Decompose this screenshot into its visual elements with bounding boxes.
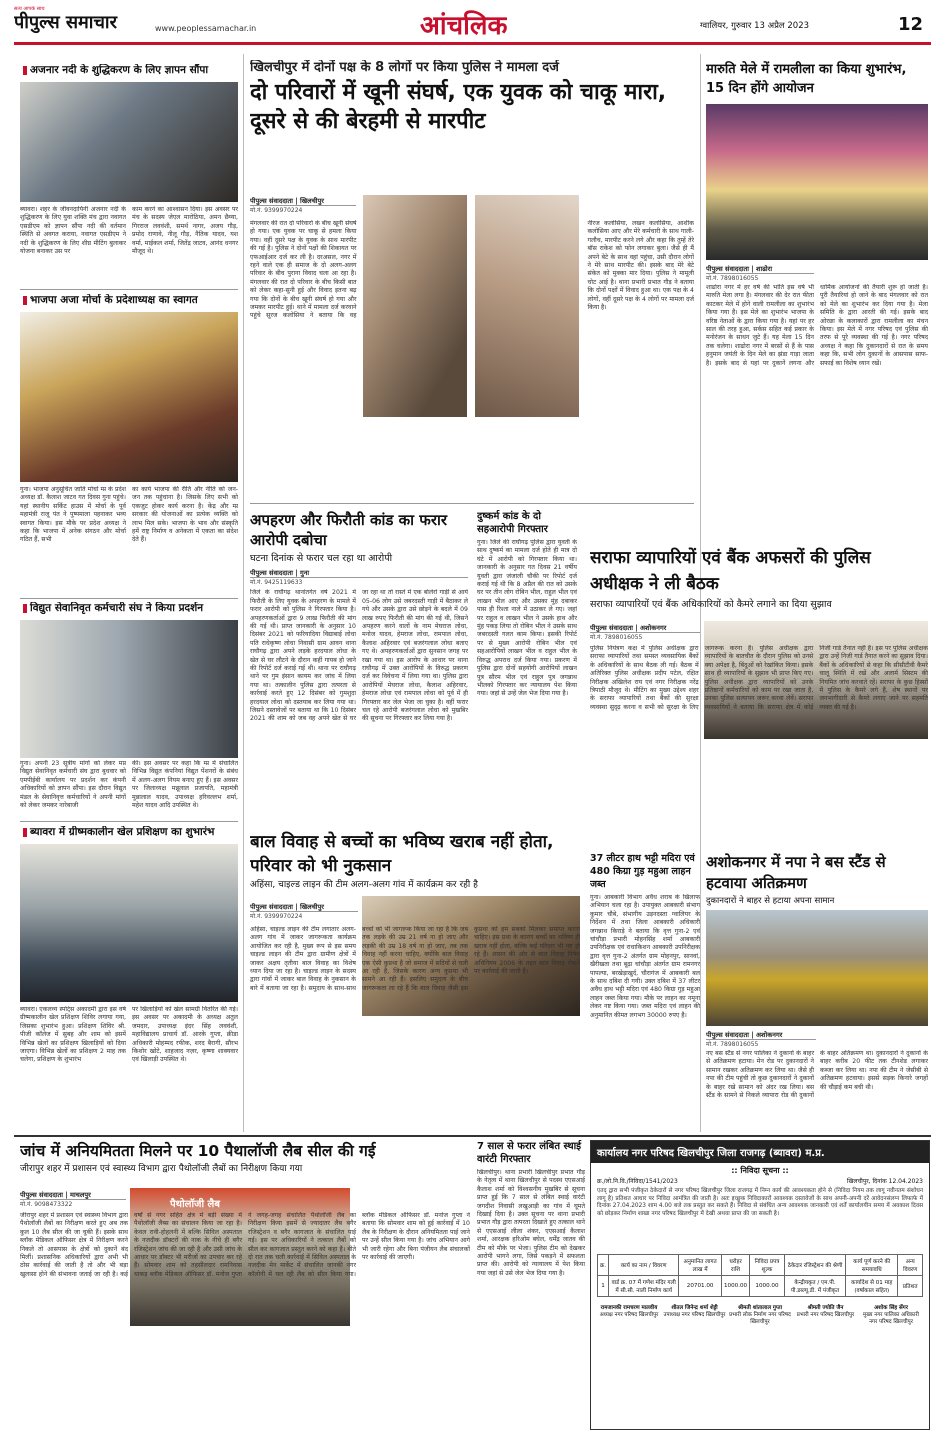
section-title: आंचलिक [420, 11, 508, 41]
story-warrantee-arrest [477, 1140, 585, 1430]
signatory-name: श्रीमती शांतालाल गुप्ता [737, 1305, 783, 1311]
table-header-cell: क्र. [598, 1255, 609, 1276]
story-bullion-meeting: सराफा व्यापारियों एवं बैंक अफसरों की पुलिस अधीक्षक ने ली बैठक सराफा व्यापारियों एवं बैंक अधिकारियों को कैमरे लगाने का दिया सुझाव पीपुल्स संवाददाता | अशोकनगर मो.नं. 7898016055 पुलिस नियंत्रण कक्ष में पुलिस अधीक्षक द्वारा सराफा व्यापारियों तथा समस्त व्यवसायिक बैंकों के अधिकारियों के साथ बैठक ली गई। बैठक में अतिरिक्त पुलिस अधीक्षक प्रदीप पटेल, रक्षित निरीक्षक अखिलेश राय एवं नगर निरीक्षक नरेंद्र त्रिपाठी मौजूद थे। मीटिंग का मुख्य उद्देश्य शहर के सराफा व्यापारियों तथा बैंकों की सुरक्षा व्यवस्था सुदृढ़ करना व सभी को सुरक्षा के लिए जागरूक करना है। पुलिस अधीक्षक द्वारा व्यापारियों के बातचीत के दौरान पुलिस को उनसे क्या अपेक्षा है, बिंदुओं को रेखांकित किया। इसके साथ ही व्यापारियों के सुझाव भी प्राप्त किए गए। पुलिस अधीक्षक द्वारा व्यापारियों को उनके प्रतिष्ठानों कर्मचारियों को काम पर रखा जाता है, उनका पुलिस सत्यापन जरूर करवा लेवें। सराफा व्यवसायियों ने बताया कि सराफा क्षेत्र में कोई निजी गार्ड तैनात नहीं है। इस पर पुलिस अधीक्षक द्वारा उन्हें निजी गार्ड तैनात करने का सुझाव दिया। बैंकों के अधिकारियों से कहा कि सीसीटीवी कैमरे चालू स्थिति में रखें और अलार्म सिस्टम की नियमित जांच करवाते रहें। सराफा के कुछ हिस्सों में पुलिस के कैमरे लगे हैं, शेष स्थानों पर जनभागीदारी से कैमरे लगाए जाने पर सहमति व्यक्त की गई है। [590, 545, 928, 845]
story-body: गुना। भाजपा अनुसूचित जाति मोर्चा म्प्र के प्रदेश अध्यक्ष डॉ. कैलाश जाटव गत दिवस गुना पहुंचे। यहां स्थानीय सर्किट हाउस में मोर्चा के पूर्व महामंत्री राजू पंत ने पुष्पमाला पहनाकर भव्य स्वागत किया। इस मौके पर प्रदेश अध्यक्ष ने कहा कि भाजपा में अनेक संगठन और मोर्चा गठित हैं, सभी [20, 486, 126, 544]
brand-name: पीपुल्स समाचार [14, 12, 117, 33]
brand-logo [14, 6, 154, 40]
story-bloody-clash [250, 60, 694, 500]
story-bjp-welcome [20, 294, 238, 594]
notice-body: एतद् द्वारा सभी पंजीकृत ठेकेदारों से नगर परिषद खिलचीपुर जिला राजगढ़ में निम्न कार्य की आवश्यकता होने से (निविदा नियम तक लागू नवीनतम संशोधन लागू है) प्रतिशत आधार पर निविदा आमंत्रित की जाती है। अतः इच्छुक निविदाकारों आवश्यक दस्तावेजों के साथ अपनी-अपनी दरें आवेदनसंलग्न लिफाफे में दिनांक 27.04.2023 शाम 4.00 बजे तक प्रस्तुत कर सकते हैं। निविदा से संबंधित अन्य आवश्यक जानकारी एवं शर्तें कार्यालयीन समय में अवकाश दिवस को छोड़कर निर्माण शाखा नगर परिषद खिलचीपुर में देखी अथवा प्राप्त की जा सकती है। [597, 1188, 923, 1217]
masthead-rule [14, 42, 931, 45]
story-child-marriage: बाल विवाह से बच्चों का भविष्य खराब नहीं होता, परिवार को भी नुकसान अहिंसा, चाइल्ड लाइन की टीम अलग-अलग गांव में कार्यक्रम कर रही है पीपुल्स संवाददाता | खिलचीपुर मो.नं. 9399970224 अहिंसा, चाइल्ड लाइन की टीम लगातार अलग-अलग गांव में जाकर जागरूकता कार्यक्रम आयोजित कर रही है, मुख्य रूप से इस समय चाइल्ड लाइन की टीम द्वारा ग्रामीण क्षेत्रों में जाकर अक्षय तृतीया बाल विवाह का विशेष ध्यान दिया जा रहा है। चाइल्ड लाइन के सदस्य द्वारा गांवों में जाकर बाल विवाह के नुकसान के बारे में बताया जा रहा है। समुदाय के साथ-साथ बच्चों को भी जागरूक किया जा रहा है कि जब तक लड़के की उम्र 21 वर्ष ना हो जाए और लड़की की उम्र 18 वर्ष ना हो जाए, तब तक विवाह नहीं करना चाहिए, क्योंकि बाल विवाह एक ऐसी कुप्रथा है जो समाज में सदियों से चली आ रही है, जिसके कारण अन्य कुप्रथा भी सामने आ रही हैं। इसलिए समुदाय के बीच जागरूकता ला रहे हैं कि बाल विवाह जैसी इस कुप्रथा को हम सबको मिलकर समाप्त करना चाहिए। इस प्रथा के कारण बच्चों का भविष्य ही खराब नहीं होता, बल्कि कई परिवार भी नष्ट हो रहे हैं। शासन की ओर से बाल विवाह निषेध अधिनियम 2006 के तहत बाल विवाह रोकने पर कार्रवाई की जाती है। [250, 830, 580, 1130]
story-headline: बाल विवाह से बच्चों का भविष्य खराब नहीं होता, परिवार को भी नुकसान [250, 832, 554, 876]
signatory [794, 1305, 858, 1326]
byline: पीपुल्स संवाददाता [250, 197, 294, 205]
notice-ref: क्र./लो.नि.वि./निविदा/1541/2023 [597, 1178, 678, 1185]
story-divider [20, 289, 238, 290]
byline: पीपुल्स संवाददाता [250, 569, 294, 578]
story-encroachment: अशोकनगर में नपा ने बस स्टैंड से हटवाया अतिक्रमण दुकानदारों ने बाहर से हटाया अपना सामान पीपुल्स संवाददाता | अशोकनगर मो.नं. 7898016055 नए बस स्टैंड से नगर पालिका ने दुकानों के बाहर से अतिक्रमण हटाया। मेन रोड पर दुकानदारों ने सामान रखकर अतिक्रमण कर लिया था। जैसे ही नपा की टीम पहुंची तो कुछ दुकानदारों ने दुकानों के बाहर रखे सामान को अंदर रख लिया। बस स्टैंड के सामने से निकले व्यापारा रोड की दुकानों के बाहर अतिक्रमण था। दुकानदारों ने दुकानों के बाहर करीब 20 फीट तक टीनशेड लगाकर कब्जा कर लिया था। नपा की टीम ने जेसीबी से अतिक्रमण हटवाया। इससे सड़क किनारे जगहों की चौड़ाई कम बची थी। [706, 852, 928, 1130]
byline: पीपुल्स संवाददाता [250, 903, 294, 911]
story-kicker: खिलचीपुर में दोनों पक्ष के 8 लोगों पर किया पुलिस ने मामला दर्ज [250, 60, 559, 75]
story-ramleela: मारुति मेले में रामलीला का किया शुभारंभ, 15 दिन होंगे आयोजन पीपुल्स संवाददाता | शाढोरा मो.नं. 7898016055 शाढोरा नगर में हर वर्ष की भांति इस वर्ष भी मारुति मेला लगा है। मंगलवार की देर रात फीता काटकर मेले में होने वाली रामलीला का शुभारंभ किया गया है। इस मेले का शुभारंभ भाजपा के वरिष्ठ नेताओं के द्वारा किया गया है। यहां पर हर साल की तरह हुआ, सर्कस सहित कई प्रकार के मनोरंजन के साधन जुटे हैं। यह मेला 15 दिन तक चलेगा। शाढोरा नगर में बरसों से हैं के पास हनुमान जयंती के दिन मेले का झंडा गाड़ा जाता है। इसके बाद से यहां पर दुकानें लगना और धार्मिक आयोजनों की तैयारी शुरू हो जाती है। पूरी तैयारियां हो जाने के बाद मंगलवार को रात को मेले का शुभारंभ कर दिया गया है। मेला समिति के द्वारा आरती की गई। इसके बाद ओरछा के कलाकारों द्वारा रामलीला का मंचन किया। इस मेले में नगर परिषद एवं पुलिस की तरफ से पूरे व्यवस्था की गई है। नगर परिषद अध्यक्ष ने कहा कि दुकानदारों से रात के समय कहा कि, सभी लोग दुकानों के आसपास साफ-सफाई का विशेष ध्यान रखें। [706, 60, 928, 440]
story-headline: दो परिवारों में खूनी संघर्ष, एक युवक को चाकू मारा, दूसरे से की बेरहमी से मारपीट [250, 79, 667, 134]
welcome-photo [20, 312, 238, 482]
story-divider [20, 598, 238, 599]
signatory-role: प्रभारी लोक निर्माण नगर परिषद खिलचीपुर [729, 1312, 791, 1325]
story-headline: अशोकनगर में नपा ने बस स्टैंड से हटवाया अतिक्रमण [706, 853, 886, 892]
tender-notice [590, 1140, 930, 1430]
story-body: ब्यावरा। एकलव्य स्पोर्ट्स अकादमी द्वारा इस वर्ष ग्रीष्मकालीन खेल प्रशिक्षण शिविर लगाया गया, जिसका शुभारंभ हुआ। प्रशिक्षण शिविर श्री. पीजी कॉलेज में सुबह और शाम को इसमें विभिन्न खेलों का प्रशिक्षण खिलाड़ियों को दिया जाएगा। विभिन्न खेलों का प्रशिक्षण 2 माह तक चलेगा, प्रशिक्षण के शुभारंभ [20, 1006, 126, 1064]
signatory-role: उपाध्यक्ष नगर परिषद खिलचीपुर [663, 1312, 726, 1318]
byline-block: पीपुल्स संवाददाता | खिलचीपुर मो.नं. 9399970224 [250, 196, 356, 214]
byline: पीपुल्स संवाददाता [706, 265, 750, 273]
story-headline: जांच में अनियमितता मिलने पर 10 पैथालॉजी लैब सील की गई [20, 1142, 376, 1160]
story-body: शाढोरा नगर में हर वर्ष की भांति इस वर्ष भी मारुति मेला लगा है। मंगलवार की देर रात फीता काटकर मेले में होने वाली रामलीला का शुभारंभ किया गया है। इस मेले का शुभारंभ भाजपा के वरिष्ठ नेताओं के द्वारा किया गया है। यहां पर हर साल की तरह हुआ, सर्कस सहित कई प्रकार के मनोरंजन के साधन जुटे हैं। यह मेला 15 दिन तक चलेगा। शाढोरा नगर में बरसों से हैं के पास हनुमान जयंती के दिन मेले का झंडा गाड़ा जाता है। इसके बाद से यहां पर दुकानें लगना और धार्मिक आयोजनों की तैयारी शुरू हो जाती है। पूरी तैयारियां हो जाने के बाद मंगलवार को रात को मेले का शुभारंभ कर दिया गया है। मेला समिति के द्वारा आरती की गई। इसके बाद ओरछा के कलाकारों द्वारा रामलीला का मंचन किया। इस मेले में नगर परिषद एवं पुलिस की तरफ से पूरे व्यवस्था की गई है। नगर परिषद अध्यक्ष ने कहा कि दुकानदारों से रात के समय कहा कि, सभी लोग दुकानों के आसपास साफ-सफाई का विशेष ध्यान रखें। [706, 284, 928, 367]
place: अशोकनगर [756, 1031, 783, 1039]
signatory-name: अशोक सिंह सेंगर [874, 1305, 908, 1311]
mobile-number: मो.नं. 9399970224 [250, 205, 356, 214]
table-cell: 1000.00 [721, 1276, 749, 1297]
ramleela-stage-photo [706, 104, 928, 260]
byline: पीपुल्स संवाददाता [706, 1031, 750, 1039]
story-headline: अजनार नदी के शुद्धिकरण के लिए ज्ञापन सौंपा [20, 64, 238, 77]
story-body: काम करने का आश्वासन दिया। इस अवसर पर मंच के सदस्य जेएल मारोठिया, अमन छैय्या, गिरराज लववंशी, समर्थ नागर, अजय गौड़, प्रमोद राणावे, नीलू गौड़, नैतिक यादव, यश वर्मा, माईकल शर्मा, जितेंद्र जाटव, आनंद धनगर मौजूद थे। [132, 206, 238, 256]
story-headline: दुष्कर्म कांड के दो सहआरोपी गिरफ्तार [477, 511, 548, 535]
signatory-name: श्रीमती ज्योति जैन [807, 1305, 844, 1311]
story-headline: 37 लीटर हाथ भट्टी मदिरा एवं 480 किग्रा गुड़ महुआ लाहन जब्त [590, 853, 695, 890]
table-header-cell: अनुमानित लागत लाख में [679, 1255, 722, 1276]
story-deck: अहिंसा, चाइल्ड लाइन की टीम अलग-अलग गांव में कार्यक्रम कर रही है [250, 880, 478, 890]
tender-table [597, 1254, 923, 1297]
story-summer-camp [20, 826, 238, 1128]
byline: पीपुल्स संवाददाता [20, 1191, 64, 1199]
mobile-number: मो.नं. 7898016055 [590, 632, 700, 641]
story-headline: भाजपा अजा मोर्चा के प्रदेशाध्यक्ष का स्वागत [20, 294, 238, 307]
table-header-cell: अन्य विवरण [898, 1255, 923, 1276]
notice-title: कार्यालय नगर परिषद खिलचीपुर जिला राजगढ़ (ब्यावरा) म.प्र. [591, 1141, 929, 1163]
signatory-role: मुख्य नगर पालिका अधिकारी नगर परिषद खिलचीपुर [863, 1312, 919, 1325]
dateline: ग्वालियर, गुरुवार 13 अप्रैल 2023 [700, 21, 810, 31]
signatory [597, 1305, 661, 1326]
story-deck: जीरापुर शहर में प्रशासन एवं स्वास्थ्य विभाग द्वारा पैथोलॉजी लैबों का निरीक्षण किया गया [20, 1164, 303, 1174]
story-body: का कार्य भाजपा की रीति और नीति को जन-जन तक पहुंचाना है। जिसके लिए सभी को एकजुट होकर कार्य करना है। केंद्र और म्प्र सरकार की योजनाओं का प्रत्येक व्यक्ति को लाभ मिल सके। भाजपा के भाव और संस्कृति हमें राष्ट्र निर्माण व अनेकता में एकता का संदेश देते हैं। [132, 486, 238, 544]
story-kidnap-accused: अपहरण और फिरौती कांड का फरार आरोपी दबोचा घटना दिनांक से फरार चल रहा था आरोपी पीपुल्स संवाददाता | गुना मो.नं. 9425119633 जिले के राघौगढ़ थानांतर्गत वर्ष 2021 में फिरौती के लिए युवक के अपहरण के मामले में फरार आरोपी को पुलिस ने गिरफ्तार किया है। अपहरणकर्ताओं द्वारा 9 लाख फिरौती की मांग की गई थी। प्राप्त जानकारी के अनुसार 10 दिसंबर 2021 को फरियादिया विद्याबाई लोधा पति राधेकृष्ण लोधा निवासी ग्राम आवन थाना राघौगढ़ द्वारा अपने लड़के हरदयाल लोधा के खेत से घर लौटने के दौरान कहीं गायब हो जाने की रिपोर्ट दर्ज कराई गई थी। थाना पर राघौगढ़ थाने पर गुम इंसान कायम कर जांच में लिया गया था। तत्कालीन पुलिस द्वारा तत्परता से कार्रवाई करते हुए 12 दिसंबर को गुमशुदा हरदयाल लोधा को दस्तयाब कर लिया गया था। जिसने दस्तावेजों पर बताया था कि 10 दिसंबर 2021 की शाम को जब वह अपने खेत से घर जा रहा था तो रास्ते में एक बोलेरो गाड़ी से आये 05-06 लोग उसे जबरदस्ती गाड़ी में बैठाकर ले गये और उसके द्वारा उसे छोड़ने के बदले में 09 लाख रुपए फिरौती की मांग की गई थी, जिसने अपहरण करने वालों के नाम मेघराज लोधा, मनोज यादव, हेमराज लोधा, रामपाल लोधा, कैलाश अहिरवार एवं बजरंगलाल लोधा बताए गए थे। अपहरणकर्ताओं द्वारा सुनसान जगह पर रखा गया था। इस आरोप के आधार पर थाना राघौगढ़ में उक्त आरोपियों के विरुद्ध प्रकरण दर्ज कर विवेचना में लिया गया था। पुलिस द्वारा आरोपियों मेघराज लोधा, कैलाश अहिरवार, हेमराज लोधा एवं रामपाल लोधा को पूर्व में ही गिरफ्तार कर जेल भेजा जा चुका है। वहीं फरार चल रहे आरोपी बजरंगलाल लोधा को मुखबिर की सूचना पर गिरफ्तार कर लिया गया है। [250, 510, 468, 828]
masthead [0, 0, 945, 46]
table-cell: कार्यादेश से 01 माह (वर्षाकाल सहित) [846, 1276, 898, 1297]
story-liquor-seized [590, 852, 700, 1130]
story-deck: घटना दिनांक से फरार चल रहा था आरोपी [250, 553, 393, 564]
table-cell: प्रतिशत [898, 1276, 923, 1297]
table-cell: 20701.00 [679, 1276, 722, 1297]
story-headline: सराफा व्यापारियों एवं बैंक अफसरों की पुलिस अधीक्षक ने ली बैठक [590, 548, 871, 594]
mobile-number: मो.नं. 9399970224 [250, 911, 358, 920]
story-divider [250, 503, 694, 504]
table-header-cell: धरोहर राशि [721, 1255, 749, 1276]
signatory [859, 1305, 923, 1326]
mobile-number: मो.नं. 9098473322 [20, 1199, 126, 1208]
signatory-name: शीतल जिनेन्द्र शर्मा शेट्टी [671, 1305, 718, 1311]
place: अशोकनगर [640, 624, 667, 632]
story-body: नए बस स्टैंड से नगर पालिका ने दुकानों के बाहर से अतिक्रमण हटाया। मेन रोड पर दुकानदारों ने सामान रखकर अतिक्रमण कर लिया था। जैसे ही नपा की टीम पहुंची तो कुछ दुकानदारों ने दुकानों के बाहर रखे सामान को अंदर रख लिया। बस स्टैंड के सामने से निकले व्यापारा रोड की दुकानों के बाहर अतिक्रमण था। दुकानदारों ने दुकानों के बाहर करीब 20 फीट तक टीनशेड लगाकर कब्जा कर लिया था। नपा की टीम ने जेसीबी से अतिक्रमण हटवाया। इससे सड़क किनारे जगहों की चौड़ाई कम बची थी। [706, 1050, 928, 1100]
story-headline: विद्युत सेवानिवृत कर्मचारी संघ ने किया प्रदर्शन [20, 602, 238, 615]
story-divider [20, 821, 238, 822]
place: शाढोरा [756, 265, 773, 273]
story-body: अहिंसा, चाइल्ड लाइन की टीम लगातार अलग-अलग गांव में जाकर जागरूकता कार्यक्रम आयोजित कर रही है, मुख्य रूप से इस समय चाइल्ड लाइन की टीम द्वारा ग्रामीण क्षेत्रों में जाकर अक्षय तृतीया बाल विवाह का विशेष ध्यान दिया जा रहा है। चाइल्ड लाइन के सदस्य द्वारा गांवों में जाकर बाल विवाह के नुकसान के बारे में बताया जा रहा है। समुदाय के साथ-साथ बच्चों को भी जागरूक किया जा रहा है कि जब तक लड़के की उम्र 21 वर्ष ना हो जाए और लड़की की उम्र 18 वर्ष ना हो जाए, तब तक विवाह नहीं करना चाहिए, क्योंकि बाल विवाह एक ऐसी कुप्रथा है जो समाज में सदियों से चली आ रही है, जिसके कारण अन्य कुप्रथा भी सामने आ रही हैं। इसलिए समुदाय के बीच जागरूकता ला रहे हैं कि बाल विवाह जैसी इस कुप्रथा को हम सबको मिलकर समाप्त करना चाहिए। इस प्रथा के कारण बच्चों का भविष्य ही खराब नहीं होता, बल्कि कई परिवार भी नष्ट हो रहे हैं। शासन की ओर से बाल विवाह निषेध अधिनियम 2006 के तहत बाल विवाह रोकने पर कार्रवाई की जाती है। [250, 926, 580, 992]
injured-youth-photo [360, 192, 470, 420]
table-row [598, 1276, 923, 1297]
camp-photo [20, 844, 238, 1002]
story-headline: ब्यावरा में ग्रीष्मकालीन खेल प्रशिक्षण का शुभारंभ [20, 826, 238, 839]
table-header-cell: ठेकेदार रजिस्ट्रेशन की श्रेणी [784, 1255, 845, 1276]
story-headline: अपहरण और फिरौती कांड का फरार आरोपी दबोचा [250, 511, 447, 549]
signatories [591, 1297, 929, 1326]
story-body: पुलिस नियंत्रण कक्ष में पुलिस अधीक्षक द्वारा सराफा व्यापारियों तथा समस्त व्यवसायिक बैंकों के अधिकारियों के साथ बैठक ली गई। बैठक में अतिरिक्त पुलिस अधीक्षक प्रदीप पटेल, रक्षित निरीक्षक अखिलेश राय एवं नगर निरीक्षक नरेंद्र त्रिपाठी मौजूद थे। मीटिंग का मुख्य उद्देश्य शहर के सराफा व्यापारियों तथा बैंकों की सुरक्षा व्यवस्था सुदृढ़ करना व सभी को सुरक्षा के लिए जागरूक करना है। पुलिस अधीक्षक द्वारा व्यापारियों के बातचीत के दौरान पुलिस को उनसे क्या अपेक्षा है, बिंदुओं को रेखांकित किया। इसके साथ ही व्यापारियों के सुझाव भी प्राप्त किए गए। पुलिस अधीक्षक द्वारा व्यापारियों को उनके प्रतिष्ठानों कर्मचारियों को काम पर रखा जाता है, उनका पुलिस सत्यापन जरूर करवा लेवें। सराफा व्यवसायियों ने बताया कि सराफा क्षेत्र में कोई निजी गार्ड तैनात नहीं है। इस पर पुलिस अधीक्षक द्वारा उन्हें निजी गार्ड तैनात करने का सुझाव दिया। बैंकों के अधिकारियों से कहा कि सीसीटीवी कैमरे चालू स्थिति में रखें और अलार्म सिस्टम की नियमित जांच करवाते रहें। सराफा के कुछ हिस्सों में पुलिस के कैमरे लगे हैं, शेष स्थानों पर जनभागीदारी से कैमरे लगाए जाने पर सहमति व्यक्त की गई है। [590, 645, 928, 711]
story-body: गुना। अपनी 23 सूत्रीय मांगों को लेकर मप्र विद्युत सेवानिवृत कर्मचारी संघ द्वारा बुधवार को एमपीईबी कार्यालय पर प्रदर्शन कर कंपनी अधिकारियों को ज्ञापन सौंपा। इस दौरान विद्युत मंडल के सेवानिवृत्त कर्मचारियों ने अपनी मांगों को लेकर जमकर नारेबाजी [20, 760, 126, 810]
notice-subtitle: :: निविदा सूचना :: [731, 1166, 789, 1175]
mobile-number: मो.नं. 9425119633 [250, 577, 468, 586]
site-url[interactable]: www.peoplessamachar.in [155, 24, 257, 33]
story-pathology-labs: जांच में अनियमितता मिलने पर 10 पैथालॉजी लैब सील की गई जीरापुर शहर में प्रशासन एवं स्वास्थ्य विभाग द्वारा पैथोलॉजी लैबों का निरीक्षण किया गया पीपुल्स संवाददाता | माचलपुर मो.नं. 9098473322 पैथोलॉजी लैब जीरापुर शहर में प्रशासन एवं स्वास्थ्य विभाग द्वारा पैथोलॉजी लैबों का निरीक्षण करते हुए अब तक कुल 10 लैब सील की जा चुकी हैं। इसके साथ ब्लॉक मेडिकल ऑफिसर क्षेत्र में निरीक्षण करने निकले तो आसपास के क्षेत्रों को दुकानें बंद मिलीं। प्रशासनिक अधिकारियों द्वारा अभी भी ठोस कार्रवाई की जाती है तो और भी बड़ा खुलासा होने की संभावना जताई जा रही है। कई वर्षों से नगर सहित क्षेत्र में बड़ी संख्या में पैथोलॉजी लैब्स का संचालन किया जा रहा है। केवल रावी-होहलनी में बल्कि सिविल अस्पताल के नजदीक डॉक्टरों की नाक के नीचे ही बगैर रजिस्ट्रेशन जांच की जा रही है और उसी जांच के आधार पर डॉक्टर भी मरीजों का उपचार कर रहे हैं। सोमवार शाम को तहसीलदार रामनिवास धाकड़ ब्लॉक मेडिकल ऑफिसर डॉ. मनोज गुप्ता ने जगह-जगह संचालित पैथोलॉजी लैब का निरीक्षण किया इसमें से ज्यादातर लैब बगैर रजिस्ट्रेशन व बगैर कागजात के संचालित पाई गई। इस पर अधिकारियों ने तत्काल लैबों को सील कर कागजात प्रस्तुत करने को कहा है। बीते दो रात तक चली कार्रवाई में सिविल अस्पताल के नजदीक मेन मार्केट में संचालित जानकी नगर कॉलोनी में चल रही लैब को सील किया गया। ब्लॉक मेडिकल ऑफिसर डॉ. मनोज गुप्ता ने बताया कि सोमवार शाम को हुई कार्रवाई में 10 लैब के निरीक्षण के दौरान अनियमितता पाई जाने पर उन्हें सील किया गया है। जांच अभियान आगे भी जारी रहेगा और बिना पंजीयन लैब संचालकों पर कार्रवाई की जाएगी। [20, 1140, 470, 1430]
place: माचलपुर [70, 1191, 91, 1199]
place: खिलचीपुर [300, 903, 324, 911]
story-body: मंगलवार की रात दो परिवारों के बीच खूनी संघर्ष हो गया। एक युवक पर चाकू से हमला किया गया। वहीं दूसरे पक्ष के युवक के साथ मारपीट की गई है। पुलिस ने दोनों पक्षों की शिकायत पर एफआईआर दर्ज कर ली है। दरअसल, नगर में रहने वाले एक ही समाज के दो अलग-अलग परिवार के बीच पुराना विवाद चला आ रहा है। मंगलवार की रात दो परिवार के बीच किसी बात को लेकर कहा-सुनी हुई और विवाद इतना बढ़ गया कि दोनों के बीच खूनी संघर्ष हो गया और जमकर मारपीट हुई। थाने में मामला दर्ज करवाने पहुंचे सूरज कलोसिया ने बताया कि वह नीरज कलोसिया, लखन कलोसिया, आशीक कलोसिया आए और मेरे कर्मचारी के साथ गाली-गलौच, मारपीट करने लगे और कहा कि तुम्हें तेरे बॉस राकेश को फोन लगाकर बुला। जैसे ही मैं अपने बेटे के साथ वहां पहुंचा, उसी दौरान लोगों ने मेरे साथ मारपीट की। इसके बाद मेरे बेटे संकेत को मुक्का मार दिया। पुलिस ने मामूली चोट आई है। थाना प्रभारी प्रभात गौड़ ने बताया कि दोनों पक्षों में विवाद हुआ था। एक पक्ष के 4 लोगों, वहीं दूसरे पक्ष के 4 लोगों पर मामला दर्ज किया है। [250, 220, 694, 320]
story-river-cleaning [20, 64, 238, 286]
story-deck: दुकानदारों ने बाहर से हटाया अपना सामान [706, 896, 835, 906]
place: गुना [300, 569, 310, 578]
injured-back-photo [472, 192, 582, 420]
story-body: पर खिलाड़ियों को खेल सामग्री वितरित की गई। इस अवसर पर अकादमी के अध्यक्ष अतुल जमदार, उपाध्यक्ष इंदर सिंह लववंशी, महाविद्यालय प्राचार्य डॉ. आरके गुप्ता, क्रीडा अधिकारी मोहम्मद रफीक, शरद बैरागी, सौरभ किशोर खोटे, शाहजाद नज़र, कृष्णा शाक्यवार एवं खिलाड़ी उपस्थित थे। [132, 1006, 238, 1064]
story-headline: 7 साल से फरार लंबित स्थाई वारंटी गिरफ्तार [477, 1141, 582, 1165]
story-rape-coaccused [477, 510, 577, 828]
story-body: जिले के राघौगढ़ थानांतर्गत वर्ष 2021 में फिरौती के लिए युवक के अपहरण के मामले में फरार आरोपी को पुलिस ने गिरफ्तार किया है। अपहरणकर्ताओं द्वारा 9 लाख फिरौती की मांग की गई थी। प्राप्त जानकारी के अनुसार 10 दिसंबर 2021 को फरियादिया विद्याबाई लोधा पति राधेकृष्ण लोधा निवासी ग्राम आवन थाना राघौगढ़ द्वारा अपने लड़के हरदयाल लोधा के खेत से घर लौटने के दौरान कहीं गायब हो जाने की रिपोर्ट दर्ज कराई गई थी। थाना पर राघौगढ़ थाने पर गुम इंसान कायम कर जांच में लिया गया था। तत्कालीन पुलिस द्वारा तत्परता से कार्रवाई करते हुए 12 दिसंबर को गुमशुदा हरदयाल लोधा को दस्तयाब कर लिया गया था। जिसने दस्तावेजों पर बताया था कि 10 दिसंबर 2021 की शाम को जब वह अपने खेत से घर जा रहा था तो रास्ते में एक बोलेरो गाड़ी से आये 05-06 लोग उसे जबरदस्ती गाड़ी में बैठाकर ले गये और उसके द्वारा उसे छोड़ने के बदले में 09 लाख रुपए फिरौती की मांग की गई थी, जिसने अपहरण करने वालों के नाम मेघराज लोधा, मनोज यादव, हेमराज लोधा, रामपाल लोधा, कैलाश अहिरवार एवं बजरंगलाल लोधा बताए गए थे। अपहरणकर्ताओं द्वारा सुनसान जगह पर रखा गया था। इस आरोप के आधार पर थाना राघौगढ़ में उक्त आरोपियों के विरुद्ध प्रकरण दर्ज कर विवेचना में लिया गया था। पुलिस द्वारा आरोपियों मेघराज लोधा, कैलाश अहिरवार, हेमराज लोधा एवं रामपाल लोधा को पूर्व में ही गिरफ्तार कर जेल भेजा जा चुका है। वहीं फरार चल रहे आरोपी बजरंगलाल लोधा को मुखबिर की सूचना पर गिरफ्तार कर लिया गया है। [250, 589, 468, 723]
table-cell: 1000.00 [750, 1276, 785, 1297]
lab-shop-sign: पैथोलॉजी लैब [170, 1199, 221, 1210]
story-body: की। इस अवसर पर कहा कि म्प्र में संचालित विभिन्न विद्युत कंपनियां विद्युत पेंशनरों के संबंध में अलग-अलग नियम बनाए हुए हैं। इस अवसर पर जिलाध्यक्ष मन्नूलाल प्रजापति, महामंत्री मुन्नालाल यादव, उपाध्यक्ष हरिवल्लभ शर्मा, महेश यादव आदि उपस्थित थे। [132, 760, 238, 810]
story-body: गुना। आबकारी विभाग अवैध शराब के खिलाफ अभियान चला रहा है। उपायुक्त आबकारी संभाग कुमार चौबे, संभागीय उड़नदस्ता ग्वालियर के निर्देशन में तथा जिला आबकारी अधिकारी जगन्नाथ किराड़े ने बताया कि वृत्त गुना-2 एवं चांचौड़ा प्रभारी मोहनसिंह शर्मा आबकारी उपनिरीक्षक एवं राधाकिशन आबकारी उपनिरीक्षक द्वारा वृत्त गुना-2 अंतर्गत ग्राम मोहनपुर, सानवां, खैरीखता तथा बूढ़ा चांचौड़ा अंतर्गत ग्राम रामनगर पापल्या, बरखेड़ाखुर्द, चौरागंज में आबकारी बल के साथ दबिश दी गयी। उक्त दबिश में 37 लीटर अवैध हाथ भट्टी मदिरा एवं 480 किग्रा गुड़ महुआ लाहन जब्त किया गया। मौके पर लाहन का नमूना लेकर नष्ट किया गया। जब्त मदिरा एवं लाहन की अनुमानित कीमत लगभग 30000 रुपए है। [590, 894, 700, 1019]
brand-tagline: सत्य आपके साथ [14, 6, 45, 12]
mobile-number: मो.नं. 7898016055 [706, 1039, 816, 1048]
signatory [728, 1305, 792, 1326]
signatory-name: रामजानकी रामचरण मालवीय [600, 1305, 658, 1311]
signatory-role: प्रभारी नगर परिषद खिलचीपुर [796, 1312, 855, 1318]
signatory-role: अध्यक्ष नगर परिषद खिलचीपुर [599, 1312, 659, 1318]
table-header-cell: कार्य का नाम / विवरण [609, 1255, 679, 1276]
table-cell: केन्द्रीयकृत / एम.पी. पी.डब्ल्यू.डी. में पंजीकृत [784, 1276, 845, 1297]
story-pensioners-protest [20, 602, 238, 818]
story-body: ब्यावरा। शहर के जीवनदायिनी अजनार नदी के शुद्धिकरण के लिए युवा शक्ति मंच द्वारा नवागत एसडीएम को ज्ञापन सौंपा नदी की वर्तमान स्थिति से अवगत कराया, नवागत एसडीएम ने नदी के शुद्धिकरण के लिए शीघ्र मीटिंग बुलाकर योजना बनाकर उस पर [20, 206, 126, 256]
jcb-photo [706, 910, 928, 1026]
place: खिलचीपुर [300, 197, 324, 205]
page-number: 12 [898, 14, 924, 35]
table-cell: वार्ड क्र. 07 में गणेश मंदिर गली में सी.सी. नाली निर्माण कार्य [609, 1276, 679, 1297]
mobile-number: मो.नं. 7898016055 [706, 273, 814, 282]
table-header-cell: कार्य पूर्ण करने की समयावधि [846, 1255, 898, 1276]
table-header-cell: निविदा प्रपत्र शुल्क [750, 1255, 785, 1276]
protest-photo [20, 620, 238, 758]
section-divider [14, 1135, 931, 1137]
story-headline: मारुति मेले में रामलीला का किया शुभारंभ, 15 दिन होंगे आयोजन [706, 62, 907, 96]
byline: पीपुल्स संवाददाता [590, 624, 634, 632]
column-rule [243, 54, 244, 1132]
story-body: गुना। जिले की राघौगढ़ पुलिस द्वारा युवती के साथ दुष्कर्म का मामला दर्ज होते ही मात्र दो घंटे में आरोपी को गिरफ्तार किया था। जानकारी के अनुसार गत दिवस 21 वर्षीय युवती द्वारा जंजाली चौकी पर रिपोर्ट दर्ज कराई गई थी कि 8 अप्रैल की रात को उसके घर पर तीन लोग रोबिन भील, राहुल भील एवं लाखन भील आए और उसका मुंह दबाकर पास ही रिश्ता नाले में उठाकर ले गए। जहां पर राहुल व लाखन भील ने उसके हाथ और मुंह पकड़ लिया तो रोबिन भील ने उसके साथ जबरदस्ती गलत काम किया। इसकी रिपोर्ट पर से मुख्य आरोपी रोबिन भील एवं सहआरोपियों लाखन भील व राहुल भील के विरुद्ध अपराध दर्ज किया गया। प्रकरण में पुलिस द्वारा दोनों सहयोगी आरोपियों लाखन पुत्र सौरम भील एवं राहुल पुत्र जगन्नाथ भीलको गिरफ्तार कर न्यायालय पेश किया गया। जहां से उन्हें जेल भेज दिया गया है। [477, 539, 577, 698]
story-body: जीरापुर शहर में प्रशासन एवं स्वास्थ्य विभाग द्वारा पैथोलॉजी लैबों का निरीक्षण करते हुए अब तक कुल 10 लैब सील की जा चुकी हैं। इसके साथ ब्लॉक मेडिकल ऑफिसर क्षेत्र में निरीक्षण करने निकले तो आसपास के क्षेत्रों को दुकानें बंद मिलीं। प्रशासनिक अधिकारियों द्वारा अभी भी ठोस कार्रवाई की जाती है तो और भी बड़ा खुलासा होने की संभावना जताई जा रही है। कई वर्षों से नगर सहित क्षेत्र में बड़ी संख्या में पैथोलॉजी लैब्स का संचालन किया जा रहा है। केवल रावी-होहलनी में बल्कि सिविल अस्पताल के नजदीक डॉक्टरों की नाक के नीचे ही बगैर रजिस्ट्रेशन जांच की जा रही है और उसी जांच के आधार पर डॉक्टर भी मरीजों का उपचार कर रहे हैं। सोमवार शाम को तहसीलदार रामनिवास धाकड़ ब्लॉक मेडिकल ऑफिसर डॉ. मनोज गुप्ता ने जगह-जगह संचालित पैथोलॉजी लैब का निरीक्षण किया इसमें से ज्यादातर लैब बगैर रजिस्ट्रेशन व बगैर कागजात के संचालित पाई गई। इस पर अधिकारियों ने तत्काल लैबों को सील कर कागजात प्रस्तुत करने को कहा है। बीते दो रात तक चली कार्रवाई में सिविल अस्पताल के नजदीक मेन मार्केट में संचालित जानकी नगर कॉलोनी में चल रही लैब को सील किया गया। ब्लॉक मेडिकल ऑफिसर डॉ. मनोज गुप्ता ने बताया कि सोमवार शाम को हुई कार्रवाई में 10 लैब के निरीक्षण के दौरान अनियमितता पाई जाने पर उन्हें सील किया गया है। जांच अभियान आगे भी जारी रहेगा और बिना पंजीयन लैब संचालकों पर कार्रवाई की जाएगी। [20, 1212, 470, 1278]
table-cell: 1 [598, 1276, 609, 1297]
story-deck: सराफा व्यापारियों एवं बैंक अधिकारियों को कैमरे लगाने का दिया सुझाव [590, 599, 832, 610]
notice-date: खिलचीपुर, दिनांक 12.04.2023 [846, 1178, 923, 1185]
signatory [663, 1305, 727, 1326]
story-body: खिलचीपुर। थाना प्रभारी खिलचीपुर प्रभात गौड़ के नेतृत्व में थाना खिलचीपुर से पदस्थ एएसआई कैलाश शर्मा को विश्वसनीय मुखबिर से सूचना प्राप्त हुई कि 7 साल से लंबित स्थाई वारंटी जगदीश निवासी लखुआड़ी का गांव में घूमते दिखाई दिया है। उक्त सूचना पर थाना प्रभारी प्रभात गौड़ द्वारा तत्परता दिखाते हुए तत्काल थाने से एएसआई लीला शंकर, एएसआई कैलाश शर्मा, आरक्षक हरिओम बघेल, धर्मेंद्र जातव की टीम को मौके पर भेजा। पुलिस टीम को देखकर आरोपी भागने लगा, जिसे पकड़ने में सफलता प्राप्त की। आरोपी को न्यायालय में पेश किया गया जहां से उसे जेल भेज दिया गया है। [477, 1169, 585, 1277]
memorandum-photo [20, 82, 238, 202]
